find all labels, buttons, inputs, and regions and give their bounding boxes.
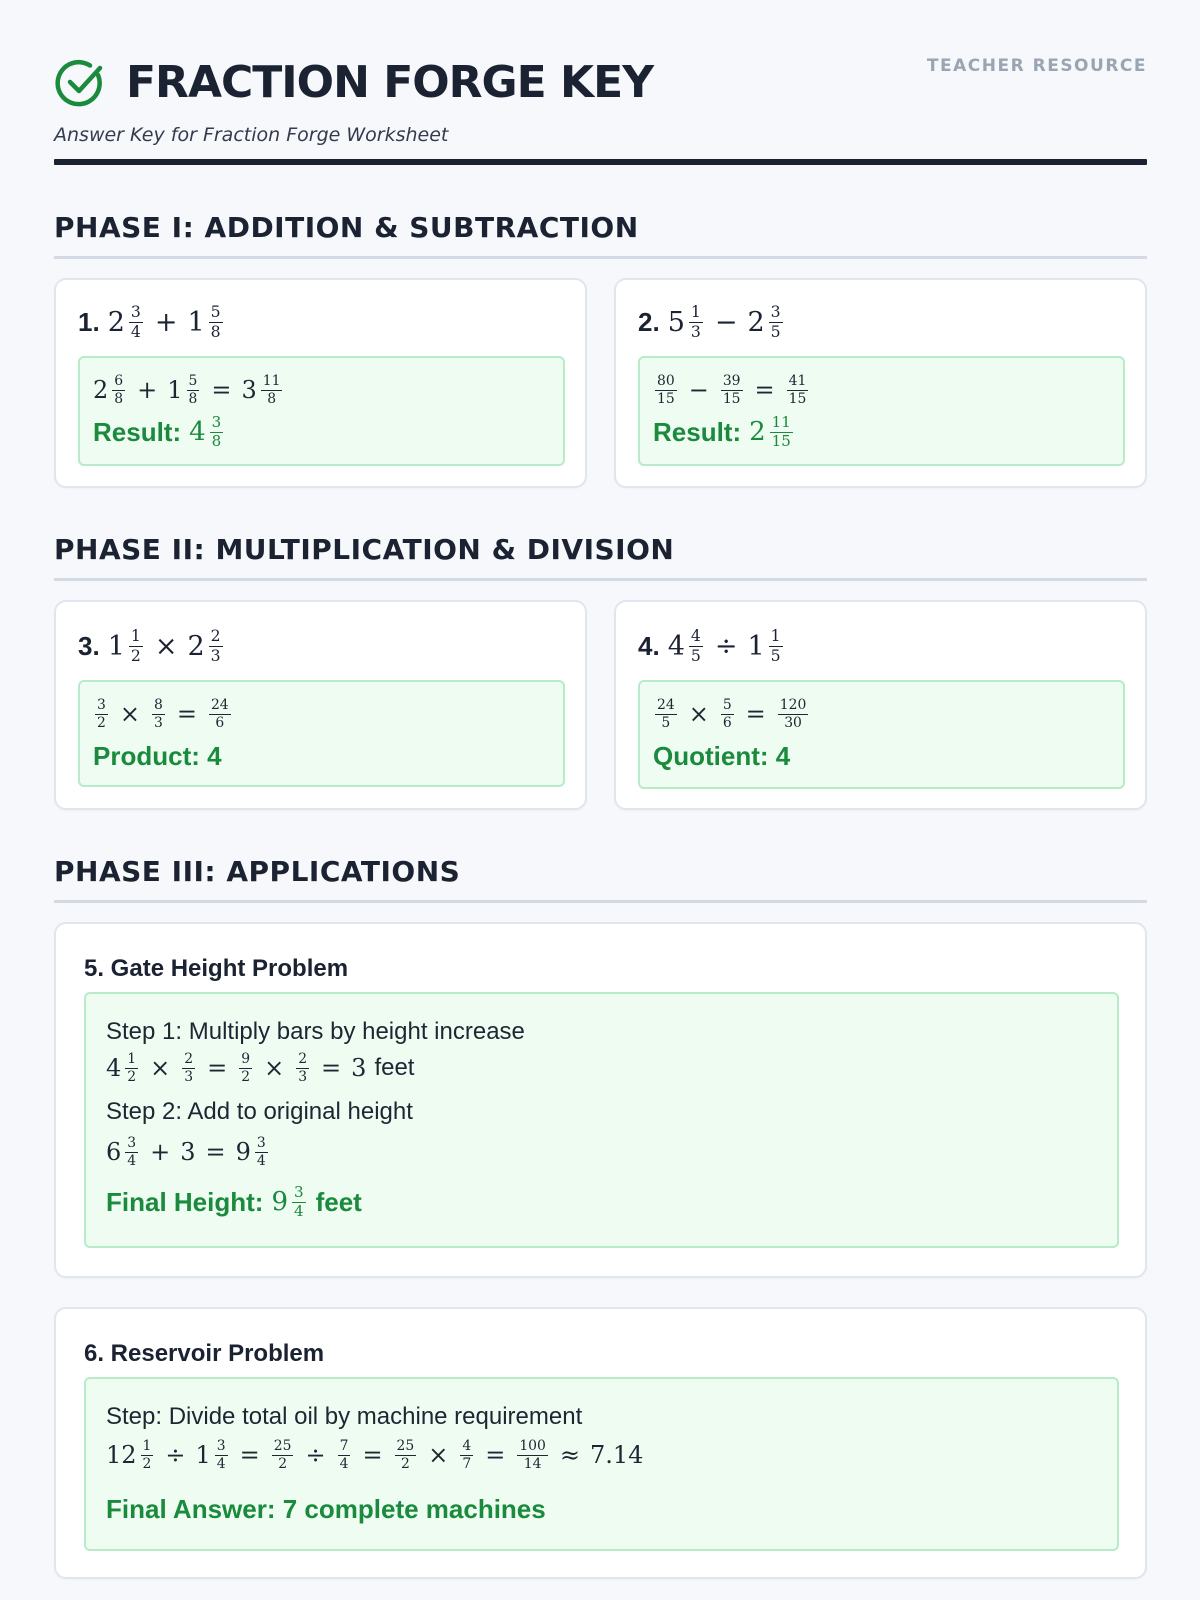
problem-5-step-2-label: Step 2: Add to original height: [106, 1098, 413, 1125]
problem-1-expression: [78, 297, 225, 347]
page-title: FRACTION FORGE KEY: [126, 57, 654, 108]
problem-1-answer-box: [78, 356, 565, 466]
problem-5-final-height: Final Height: 9 $\frac{3}{4}$ feet: [106, 1182, 362, 1220]
fraction: $\frac{5}{8}$: [210, 302, 221, 341]
problem-number: 2.: [638, 306, 660, 337]
problem-3-answer-box: [78, 680, 565, 787]
problem-3-expression: 3. 1 $\frac{1}{2}$ × 2 $\frac{2}{3}$: [78, 626, 221, 665]
problem-2-expression: 2. 5 $\frac{1}{3}$ − 2 $\frac{3}{5}$: [638, 302, 781, 341]
problem-5-answer-box: [84, 992, 1119, 1248]
problem-4-card: [614, 600, 1147, 810]
page-subtitle: Answer Key for Fraction Forge Worksheet: [54, 124, 449, 146]
whole-part: 2: [107, 306, 125, 338]
problem-2-card: [614, 278, 1147, 488]
problem-6-equation: 12 $\frac{1}{2}$ ÷ 1 $\frac{3}{4}$ = $\frac{25}{2}$ ÷ $\frac{7}{4}$ = $\frac{25}{2}$ × $\frac{4}{7}$ = $\frac{100}{14}$ ≈ 7.14: [106, 1437, 644, 1472]
problem-2-work: $\frac{80}{15}$ − $\frac{39}{15}$ = $\frac{41}{15}$: [657, 372, 807, 407]
problem-6-step-label: Step: Divide total oil by machine requirement: [106, 1403, 583, 1430]
problem-6-title: 6. Reservoir Problem: [84, 1340, 325, 1367]
problem-4-expression: 4. 4 $\frac{4}{5}$ ÷ 1 $\frac{1}{5}$: [638, 626, 781, 665]
problem-2-answer-box: [638, 356, 1125, 466]
fraction: $\frac{3}{4}$: [130, 302, 141, 341]
problem-6-final-answer: Final Answer: 7 complete machines: [106, 1493, 546, 1524]
problem-number: 4.: [638, 630, 660, 661]
problem-1-card: [54, 278, 587, 488]
header: [54, 52, 1147, 146]
problem-2-result: Result: 2 $\frac{11}{15}$: [653, 412, 791, 450]
phase-3-title: PHASE III: APPLICATIONS: [54, 855, 1147, 903]
problem-4-work: $\frac{24}{5}$ × $\frac{5}{6}$ = $\frac{120}{30}$: [657, 696, 807, 731]
problem-3-result: Product: 4: [93, 740, 222, 771]
problem-6-card: [54, 1307, 1147, 1579]
problem-5-step-1-label: Step 1: Multiply bars by height increase: [106, 1018, 525, 1045]
problem-3-card: [54, 600, 587, 810]
problem-5-step-2-equation: 6 $\frac{3}{4}$ + 3 = 9 $\frac{3}{4}$: [106, 1134, 266, 1169]
problem-5-title: 5. Gate Height Problem: [84, 955, 349, 982]
problem-4-result: Quotient: 4: [653, 740, 791, 771]
problem-1-work: 2 $\frac{6}{8}$ + 1 $\frac{5}{8}$ = 3 $\frac{11}{8}$: [93, 372, 281, 407]
problem-1-result: Result: 4 $\frac{3}{8}$: [93, 412, 222, 450]
problem-6-answer-box: [84, 1377, 1119, 1551]
operator: +: [154, 306, 178, 338]
whole-part: 1: [187, 306, 205, 338]
problem-5-card: [54, 922, 1147, 1278]
problem-3-work: $\frac{3}{2}$ × $\frac{8}{3}$ = $\frac{24}{6}$: [97, 696, 229, 731]
problem-number: 1.: [78, 306, 100, 337]
phase-2-title: PHASE II: MULTIPLICATION & DIVISION: [54, 533, 1147, 581]
problem-number: 3.: [78, 630, 100, 661]
phase-1-title: PHASE I: ADDITION & SUBTRACTION: [54, 211, 1147, 259]
problem-4-answer-box: [638, 680, 1125, 789]
check-circle-icon: [54, 57, 106, 109]
problem-5-step-1-equation: 4 $\frac{1}{2}$ × $\frac{2}{3}$ = $\frac{9}{2}$ × $\frac{2}{3}$ = 3 feet: [106, 1050, 415, 1085]
header-divider: [54, 159, 1147, 165]
teacher-resource-badge: TEACHER RESOURCE: [926, 56, 1147, 76]
